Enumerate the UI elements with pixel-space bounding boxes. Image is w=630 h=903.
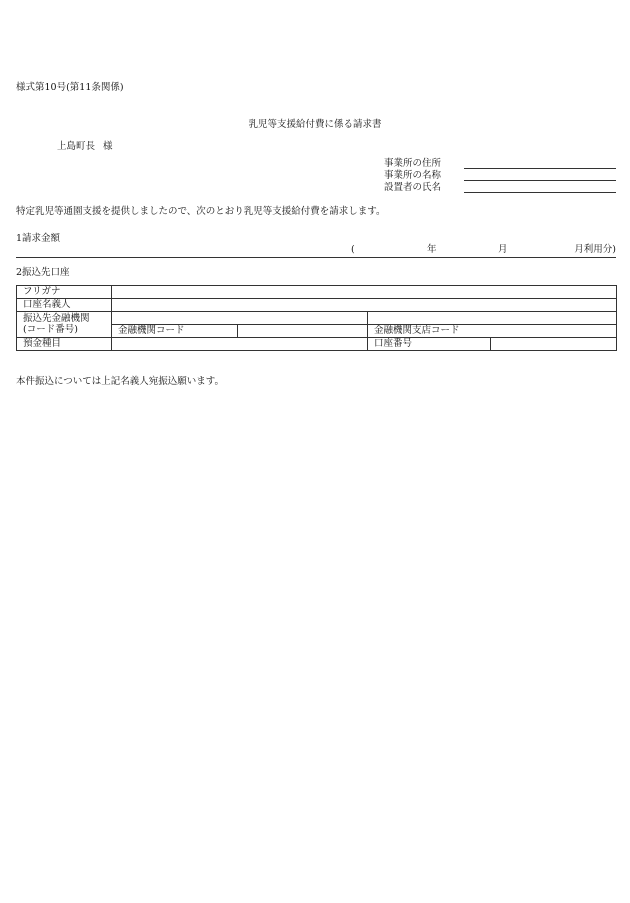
applicant-facility-label: 事業所の名称 (384, 170, 442, 181)
branch-name-field[interactable] (368, 312, 617, 325)
form-number: 様式第10号(第11条関係) (16, 82, 124, 93)
bank-label (17, 312, 112, 338)
document-title: 乳児等支援給付費に係る請求書 (248, 119, 382, 130)
period-open-paren: ( (351, 244, 355, 255)
bank-label-line2: (コード番号) (23, 324, 78, 335)
section-amount-heading: 1請求金額 (16, 233, 61, 244)
table-row-deposit (17, 338, 617, 351)
bank-label-line1: 振込先金融機関 (23, 313, 90, 324)
bank-account-table (16, 285, 617, 351)
account-holder-label: 口座名義人 (17, 299, 112, 312)
applicant-address-field[interactable] (464, 168, 616, 169)
applicant-founder-label: 設置者の氏名 (384, 182, 442, 193)
account-number-field[interactable] (491, 338, 617, 351)
applicant-address-label: 事業所の住所 (384, 158, 442, 169)
deposit-type-field[interactable] (112, 338, 368, 351)
deposit-type-label: 預金種目 (17, 338, 112, 351)
recipient-honorific: 様 (103, 141, 113, 152)
branch-code-label: 金融機関支店コード (368, 325, 617, 338)
section-bank-heading: 2振込先口座 (16, 267, 70, 278)
applicant-founder-field[interactable] (464, 192, 616, 193)
account-holder-field[interactable] (112, 299, 617, 312)
table-row-account-holder (17, 299, 617, 312)
bank-code-label: 金融機関コード (112, 325, 238, 338)
applicant-block (384, 158, 616, 194)
furigana-field[interactable] (112, 286, 617, 299)
recipient (57, 141, 113, 153)
table-row-furigana (17, 286, 617, 299)
bank-name-field[interactable] (112, 312, 368, 325)
request-statement: 特定乳児等通園支援を提供しましたので、次のとおり乳児等支援給付費を請求します。 (16, 206, 386, 217)
table-row-bank-name (17, 312, 617, 325)
amount-field[interactable] (16, 244, 616, 258)
applicant-name-row (384, 170, 616, 182)
recipient-name: 上島町長 (57, 141, 96, 152)
furigana-label: フリガナ (17, 286, 112, 299)
applicant-facility-field[interactable] (464, 180, 616, 181)
period-year: 年 (427, 244, 437, 255)
period-suffix: 月利用分) (574, 244, 616, 255)
closing-statement: 本件振込については上記名義人宛振込願います。 (16, 376, 225, 387)
applicant-address-row (384, 158, 616, 170)
bank-code-field[interactable] (238, 325, 368, 338)
applicant-founder-row (384, 182, 616, 194)
period-month: 月 (498, 244, 508, 255)
account-number-label: 口座番号 (368, 338, 491, 351)
